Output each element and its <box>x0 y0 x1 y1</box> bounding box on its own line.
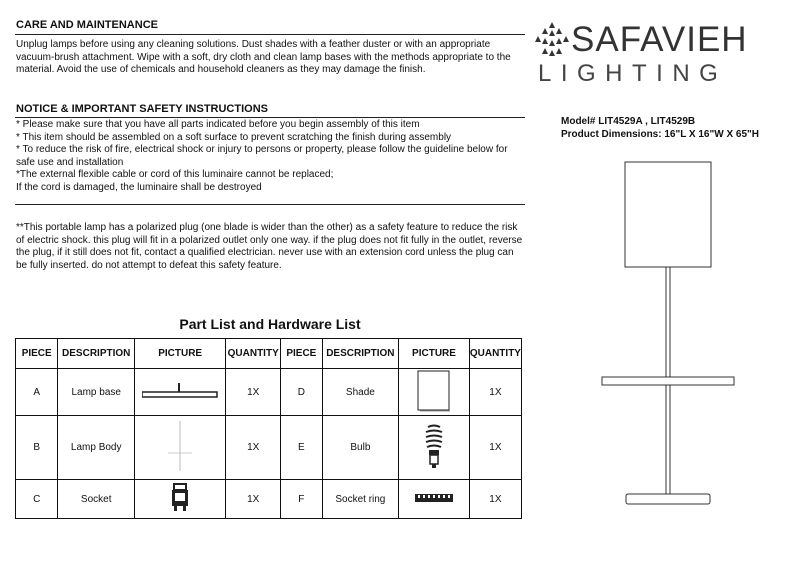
socket-icon <box>170 483 190 513</box>
plug-note: **This portable lamp has a polarized plug (one blade is wider than the other) as a safety feature to reduce the risk of electric shock. this plug will fit in a polarized outlet only one way. if the plug does not fit fully in the outlet, reverse the plug, if it still does not fit, contact a qualified electrician. never use with an extension cord unless the plug can be fully inserted. do not attempt to defeat this safety feature. <box>16 222 523 271</box>
picture-cell <box>399 369 470 416</box>
product-dimensions: Product Dimensions: 16"L X 16"W X 65"H <box>561 129 759 140</box>
care-heading: CARE AND MAINTENANCE <box>16 19 158 31</box>
column-header: PICTURE <box>135 339 226 369</box>
quantity-cell: 1X <box>469 480 521 519</box>
care-body: Unplug lamps before using any cleaning solutions. Dust shades with a feather duster or with an appropriate vacuum-brush attachment. Wipe with a soft, dry cloth and clean lamp bases with the methods appropriate to the material. Avoid the use of chemicals and household cleaners as they may damage the finish. <box>16 39 511 76</box>
safety-line: If the cord is damaged, the luminaire shall be destroyed <box>16 181 262 193</box>
description-cell: Lamp base <box>58 369 135 416</box>
picture-cell <box>135 480 226 519</box>
parts-table-title: Part List and Hardware List <box>179 316 361 332</box>
piece-cell: A <box>16 369 58 416</box>
shade-picture <box>417 370 451 412</box>
chandelier-logo-icon <box>534 22 570 58</box>
brand-sub: LIGHTING <box>538 60 728 87</box>
piece-cell: F <box>281 480 322 519</box>
piece-cell: D <box>281 369 322 416</box>
lamp-drawing <box>590 150 750 515</box>
quantity-cell: 1X <box>226 416 281 480</box>
divider <box>15 204 525 205</box>
description-cell: Shade <box>322 369 399 416</box>
quantity-cell: 1X <box>226 369 281 416</box>
safety-list <box>16 119 524 195</box>
description-cell: Socket <box>58 480 135 519</box>
piece-cell: B <box>16 416 58 480</box>
socket-ring-icon <box>414 492 454 504</box>
column-header: QUANTITY <box>469 339 521 369</box>
picture-cell <box>399 416 470 480</box>
safety-line: *The external flexible cable or cord of this luminaire cannot be replaced; <box>16 169 334 181</box>
safety-line: * To reduce the risk of fire, electrical shock or injury to persons or property, please follow the guideline below for safe use and installation <box>16 144 508 168</box>
column-header: QUANTITY <box>226 339 281 369</box>
table-row <box>16 416 522 480</box>
piece-cell: C <box>16 480 58 519</box>
piece-cell: E <box>281 416 322 480</box>
model-number: Model# LIT4529A , LIT4529B <box>561 116 696 127</box>
quantity-cell: 1X <box>226 480 281 519</box>
column-header: PIECE <box>16 339 58 369</box>
column-header: PICTURE <box>399 339 470 369</box>
picture-cell <box>135 369 226 416</box>
quantity-cell: 1X <box>469 369 521 416</box>
column-header: DESCRIPTION <box>322 339 399 369</box>
table-row <box>16 369 522 416</box>
description-cell: Socket ring <box>322 480 399 519</box>
quantity-cell: 1X <box>469 416 521 480</box>
description-cell: Lamp Body <box>58 416 135 480</box>
table-header-row <box>16 339 522 369</box>
lamp-shade-outline <box>625 162 711 267</box>
lamp-base-outline <box>626 494 710 504</box>
divider <box>15 117 525 118</box>
lamp-base-picture <box>142 381 218 401</box>
column-header: DESCRIPTION <box>58 339 135 369</box>
lamp-tray <box>602 377 734 385</box>
safety-line: * Please make sure that you have all parts indicated before you begin assembly of this item <box>16 119 420 130</box>
table-row <box>16 480 522 519</box>
parts-table <box>15 338 522 519</box>
picture-cell <box>399 480 470 519</box>
brand-name: SAFAVIEH <box>571 20 748 59</box>
lamp-body-picture <box>165 421 195 471</box>
safety-line: * This item should be assembled on a soft surface to prevent scratching the finish during assembly <box>16 131 452 143</box>
divider <box>15 34 525 35</box>
picture-cell <box>135 416 226 480</box>
description-cell: Bulb <box>322 416 399 480</box>
column-header: PIECE <box>281 339 322 369</box>
safety-heading: NOTICE & IMPORTANT SAFETY INSTRUCTIONS <box>16 103 268 115</box>
bulb-icon <box>422 423 446 469</box>
